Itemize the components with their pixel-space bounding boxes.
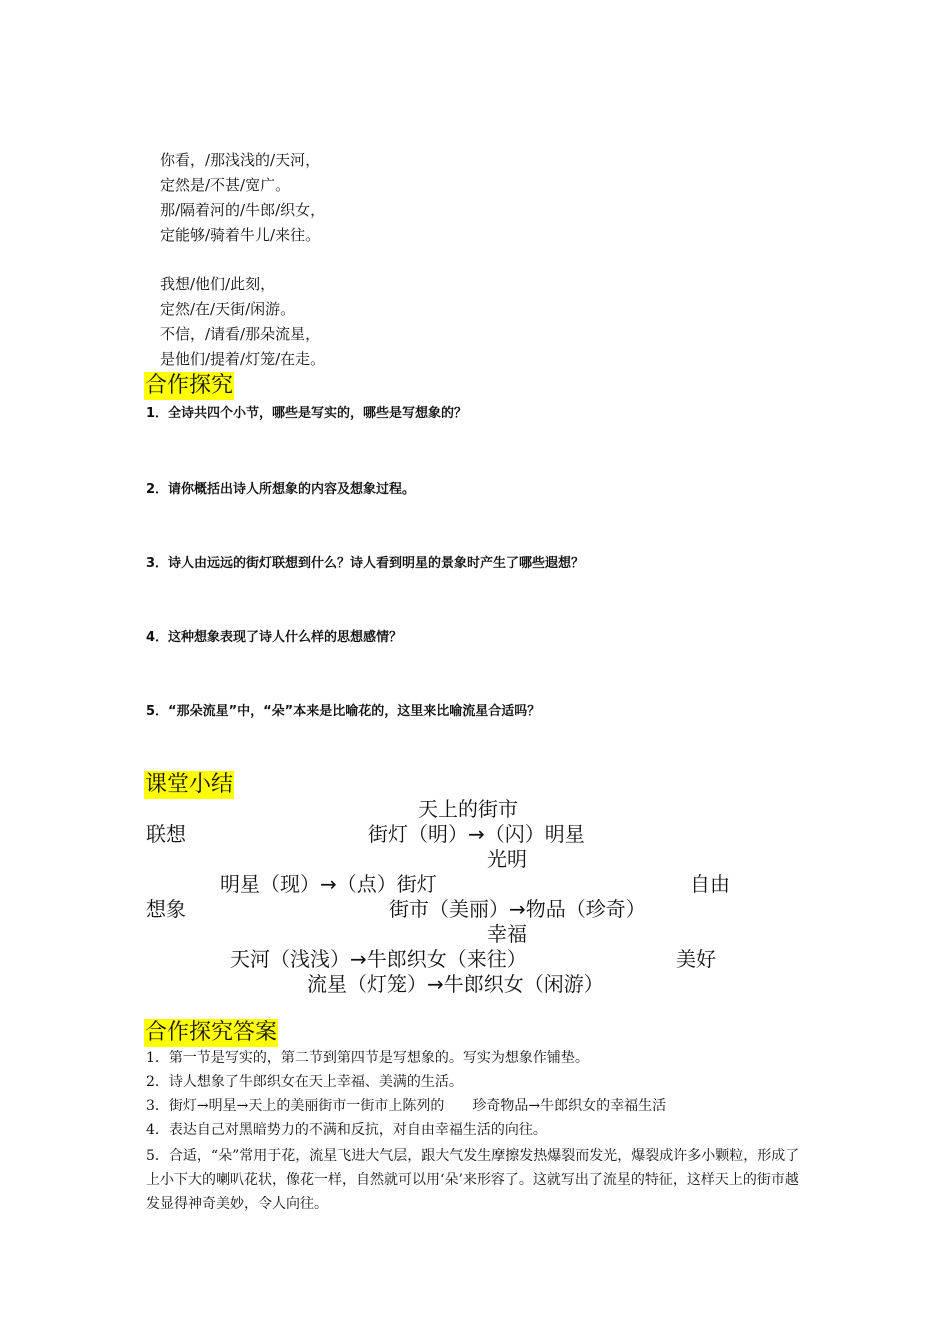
answer-3: 3．街灯→明星→天上的美丽街市一街市上陈列的 珍奇物品→牛郎织女的幸福生活 (146, 1098, 667, 1114)
answer-5: 5．合适，“朵”常用于花，流星飞进大气层，跟大气发生摩擦发热爆裂而发光，爆裂成许多小颗粒，形成了上小下大的喇叭花状，像花一样，自然就可以用‘朵’来形容了。这就写出了流星的特征，这样天上的街市越发显得神奇美妙，令人向往。 (146, 1148, 800, 1212)
summary-heading: 课堂小结 (145, 772, 234, 797)
poem-line: 你看，/那浅浅的/天河， (160, 151, 321, 169)
poem-line: 是他们/提着/灯笼/在走。 (160, 350, 326, 368)
poem-line: 定然/在/天街/闲游。 (160, 300, 296, 318)
star-line: 明星（现）→（点）街灯 (220, 872, 437, 896)
summary-title: 天上的街市 (418, 797, 518, 821)
poem-line: 定能够/骑着牛儿/来往。 (160, 226, 321, 244)
question-2: 2．请你概括出诗人所想象的内容及想象过程。 (146, 482, 416, 497)
word-light: 光明 (487, 847, 527, 871)
label-imagination: 想象 (146, 897, 186, 921)
poem-line: 定然是/不甚/宽广。 (160, 176, 291, 194)
poem-line: 那/隔着河的/牛郎/织女， (160, 201, 326, 219)
answer-1: 1．第一节是写实的，第二节到第四节是写想象的。写实为想象作铺垫。 (146, 1050, 589, 1066)
question-4: 4．这种想象表现了诗人什么样的思想感情？ (146, 630, 403, 645)
cooperation-heading: 合作探究 (145, 373, 234, 398)
word-freedom: 自由 (690, 872, 730, 896)
answers-heading: 合作探究答案 (145, 1020, 278, 1045)
answer-2: 2．诗人想象了牛郎织女在天上幸福、美满的生活。 (146, 1074, 463, 1090)
label-association: 联想 (146, 822, 186, 846)
answer-4: 4．表达自己对黑暗势力的不满和反抗，对自由幸福生活的向往。 (146, 1122, 547, 1138)
streetlamp-line: 街灯（明）→（闪）明星 (368, 822, 585, 846)
river-line: 天河（浅浅）→牛郎织女（来往） (230, 947, 527, 971)
meteor-line: 流星（灯笼）→牛郎织女（闲游） (307, 972, 604, 996)
question-3: 3．诗人由远远的街灯联想到什么？诗人看到明星的景象时产生了哪些遐想？ (146, 556, 585, 571)
question-5: 5．“那朵流星”中，“朵”本来是比喻花的，这里来比喻流星合适吗？ (146, 704, 541, 719)
question-1: 1．全诗共四个小节，哪些是写实的，哪些是写想象的？ (146, 406, 468, 421)
poem-line: 我想/他们/此刻， (160, 275, 276, 293)
word-happiness: 幸福 (487, 922, 527, 946)
market-line: 街市（美丽）→物品（珍奇） (389, 897, 646, 921)
word-beauty: 美好 (676, 947, 716, 971)
poem-line: 不信，/请看/那朵流星， (160, 325, 321, 343)
